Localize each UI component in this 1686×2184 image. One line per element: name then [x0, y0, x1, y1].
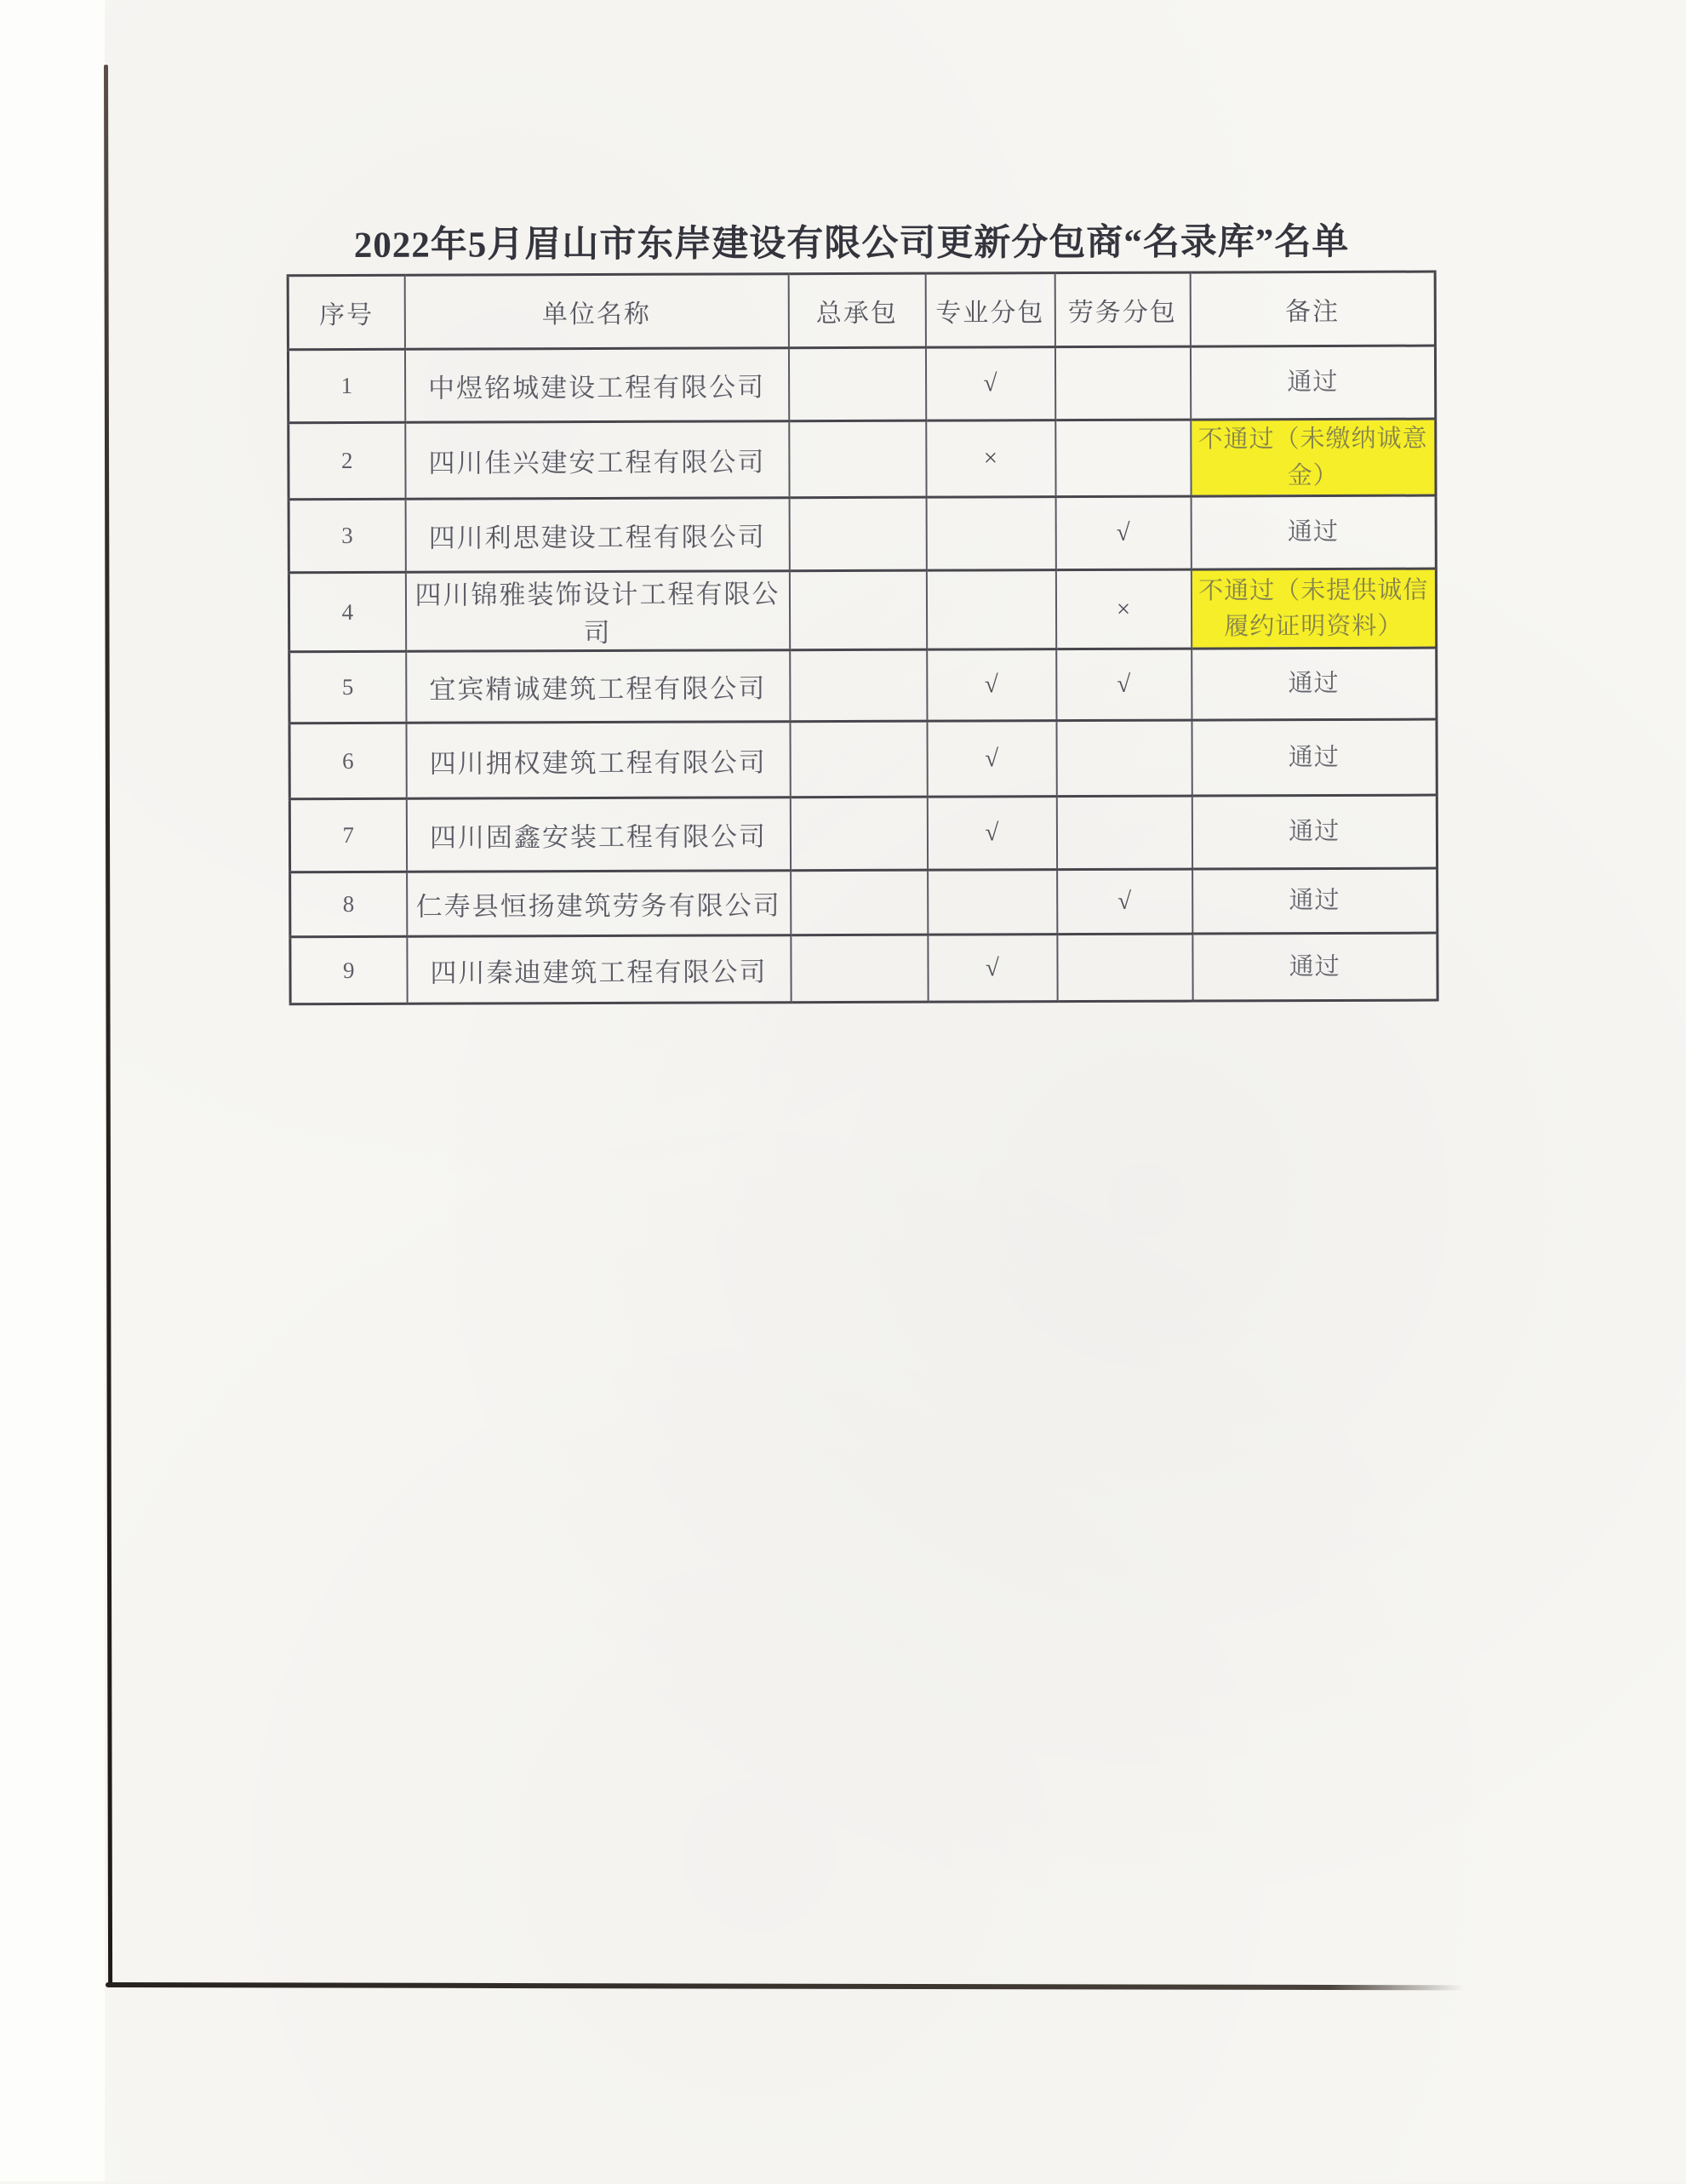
company-name-cell: 四川拥权建筑工程有限公司 — [406, 722, 790, 799]
remark-cell: 通过 — [1192, 933, 1437, 1001]
remark-cell: 通过 — [1192, 648, 1437, 720]
serial-cell: 2 — [289, 422, 405, 499]
table-row — [290, 868, 1437, 937]
subcontractor-roster-table — [287, 271, 1439, 1006]
remark-cell: 通过 — [1190, 346, 1435, 420]
serial-cell: 3 — [289, 499, 405, 572]
serial-cell: 9 — [290, 936, 407, 1003]
professional-subcontract-cell — [928, 870, 1057, 935]
labor-subcontract-cell: × — [1055, 569, 1191, 649]
general-contract-cell — [789, 497, 926, 571]
serial-cell: 7 — [289, 798, 406, 872]
general-contract-cell — [789, 570, 926, 650]
table-body — [288, 346, 1437, 1004]
table-row — [288, 346, 1435, 423]
company-name-cell: 四川佳兴建安工程有限公司 — [405, 421, 789, 500]
general-contract-cell — [789, 420, 926, 498]
company-name-cell: 中煜铭城建设工程有限公司 — [404, 348, 788, 423]
labor-subcontract-cell — [1055, 420, 1191, 497]
general-contract-cell — [791, 870, 928, 935]
table-row — [289, 648, 1437, 723]
header-professional: 专业分包 — [925, 273, 1054, 348]
remark-cell: 通过 — [1192, 719, 1437, 796]
table-row — [289, 719, 1437, 799]
table-header-row — [288, 272, 1435, 350]
serial-cell: 1 — [288, 349, 404, 422]
labor-subcontract-cell: √ — [1055, 496, 1191, 570]
professional-subcontract-cell: √ — [927, 797, 1056, 871]
professional-subcontract-cell: √ — [927, 649, 1056, 722]
serial-cell: 8 — [290, 872, 407, 936]
header-serial: 序号 — [288, 275, 404, 349]
table-row — [289, 795, 1437, 872]
company-name-cell: 四川利思建设工程有限公司 — [405, 498, 789, 573]
remark-cell: 不通过（未提供诚信履约证明资料） — [1191, 569, 1436, 649]
labor-subcontract-cell — [1056, 796, 1192, 870]
serial-cell: 5 — [289, 651, 406, 723]
header-company-name: 单位名称 — [404, 274, 788, 350]
serial-cell: 4 — [289, 572, 405, 651]
labor-subcontract-cell: √ — [1056, 649, 1192, 721]
general-contract-cell — [791, 935, 928, 1003]
professional-subcontract-cell: √ — [928, 935, 1057, 1003]
document-title: 2022年5月眉山市东岸建设有限公司更新分包商“名录库”名单 — [353, 221, 1350, 266]
professional-subcontract-cell: √ — [927, 721, 1056, 798]
general-contract-cell — [790, 649, 927, 722]
general-contract-cell — [790, 721, 927, 798]
labor-subcontract-cell — [1056, 720, 1192, 797]
header-remark: 备注 — [1190, 272, 1435, 346]
professional-subcontract-cell: × — [926, 420, 1055, 498]
professional-subcontract-cell: √ — [925, 347, 1054, 421]
remark-cell: 通过 — [1192, 795, 1437, 869]
labor-subcontract-cell — [1057, 934, 1192, 1002]
serial-cell: 6 — [289, 723, 406, 798]
table-row — [289, 495, 1436, 573]
company-name-cell: 四川固鑫安装工程有限公司 — [406, 798, 790, 872]
labor-subcontract-cell: √ — [1057, 869, 1192, 935]
header-labor: 劳务分包 — [1054, 272, 1190, 347]
company-name-cell: 四川锦雅装饰设计工程有限公司 — [405, 571, 789, 652]
labor-subcontract-cell — [1054, 346, 1190, 420]
company-name-cell: 四川秦迪建筑工程有限公司 — [407, 935, 791, 1004]
general-contract-cell — [790, 797, 927, 871]
professional-subcontract-cell — [926, 570, 1055, 650]
remark-cell: 通过 — [1191, 495, 1436, 569]
company-name-cell: 宜宾精诚建筑工程有限公司 — [406, 650, 790, 723]
company-name-cell: 仁寿县恒扬建筑劳务有限公司 — [407, 871, 791, 937]
table-row — [290, 933, 1437, 1004]
professional-subcontract-cell — [926, 497, 1055, 571]
remark-cell: 通过 — [1192, 868, 1437, 934]
general-contract-cell — [788, 347, 925, 421]
table-row — [289, 569, 1436, 652]
remark-cell: 不通过（未缴纳诚意金） — [1191, 419, 1436, 496]
table-row — [289, 419, 1436, 500]
header-general: 总承包 — [788, 273, 925, 348]
